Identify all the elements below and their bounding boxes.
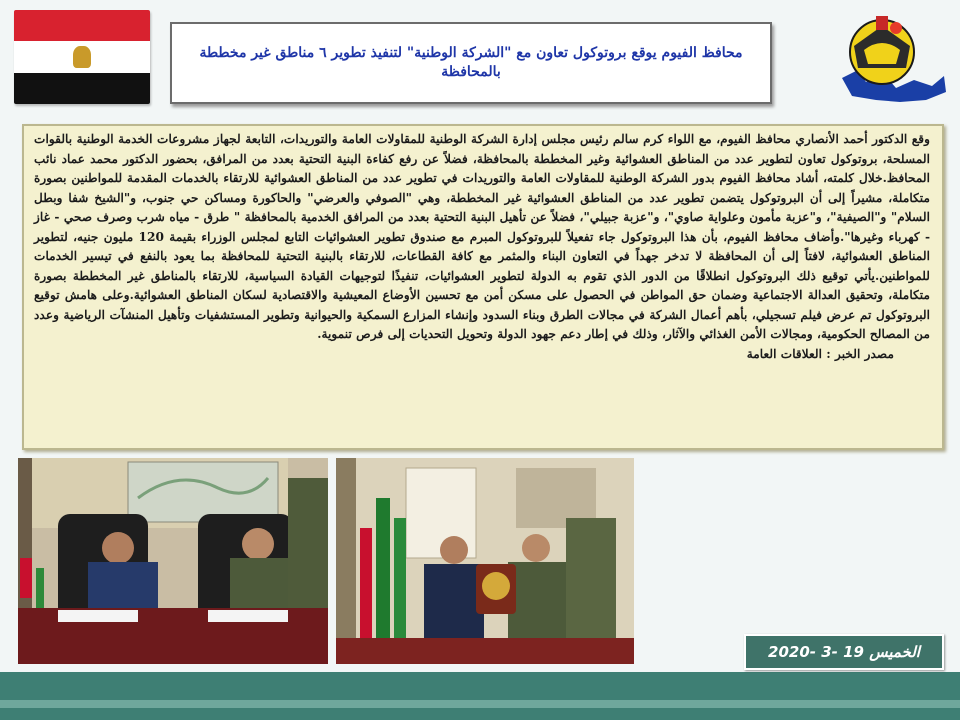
fayoum-governorate-logo bbox=[836, 8, 948, 106]
date-box bbox=[744, 634, 944, 670]
signing-photo bbox=[18, 458, 328, 664]
shield-photo bbox=[336, 458, 634, 664]
egypt-flag-icon bbox=[14, 10, 150, 104]
publish-date: الخميس 19 -3 -2020 bbox=[768, 643, 920, 661]
article-box bbox=[22, 124, 944, 450]
article-body: وقع الدكتور أحمد الأنصاري محافظ الفيوم، مع اللواء كرم سالم رئيس مجلس إدارة الشركة الوطنية للمقاولات العامة والتوريدات، التابعة لجهاز مشروعات الخدمة الوطنية بالقوات المسلحة، بروتوكول تعاون لتطوير عدد من المناطق العشوائية وغير المخططة بالمحافظة، فضلاً عن رفع كفاءة البنية التحتية بعدد من المرافق، بحضور الدكتور محمد عماد نائب المحافظ.خلال كلمته، أشاد محافظ الفيوم بدور الشركة الوطنية للمقاولات العامة والتوريدات في تطوير عدد من المناطق العشوائية للارتقاء بالخدمات المقدمة للمواطنين بصورة متكاملة، مشيراً إلى أن البروتوكول يتضمن تطوير عدد من المناطق العشوائية غير المخططة، وهي "الصوفي والعرضي" والحاكورة ومساكن حي جنوب، و"الشيخ شفا وبطل السلام" و"الصيفية"، و"عزبة مأمون وعلواية صاوي"، و"عزبة جبيلي"، فضلاً عن تأهيل البنية التحتية بعدد من المرافق الخدمية بالمحافظة " طرق - مياه شرب وصرف صحي - غاز - كهرباء وغيرها".وأضاف محافظ الفيوم، بأن هذا البروتوكول جاء تفعيلاً للبروتوكول المبرم مع صندوق تطوير العشوائيات التابع لمجلس الوزراء بقيمة 120 مليون جنيه، لتطوير المناطق العشوائية، لافتاً إلى أن المحافظة لا تدخر جهداً في التعاون البناء والمثمر مع كافة القطاعات، للارتقاء بالبنية التحتية للمحافظة بما يعود بالنفع في تيسير الخدمات للمواطنين.يأتي توقيع ذلك البروتوكول انطلاقًا من الدور الذي تقوم به الدولة لتطوير العشوائيات، تنفيذًا لتوجيهات القيادة السياسية، للارتقاء بالمناطق غير المخططة بصورة متكاملة، وتحقيق العدالة الاجتماعية وضمان حق المواطن في الحصول على مسكن أمن مع تحسين الأوضاع المعيشية والاقتصادية لسكان المناطق العشوائية.وعلى هامش توقيع البروتوكول تم عرض فيلم تسجيلي، بأهم أعمال الشركة في مجالات الطرق وبناء السدود وإنشاء المزارع السمكية والحيوانية وتطوير المستشفيات وتأهيل المنشآت الرياضية وعدد من المصالح الحكومية، ومجالات الأمن الغذائي والآثار، وذلك في إطار دعم جهود الدولة وتحويل التحديات إلى فرص تنموية. bbox=[34, 132, 931, 341]
news-source: مصدر الخبر : العلاقات العامة bbox=[746, 346, 894, 361]
title-box bbox=[170, 22, 772, 104]
bottom-band bbox=[0, 672, 960, 720]
page-title: محافظ الفيوم يوقع بروتوكول تعاون مع "الشركة الوطنية" لتنفيذ تطوير ٦ مناطق غير مخططة بالمحافظة bbox=[199, 45, 743, 80]
